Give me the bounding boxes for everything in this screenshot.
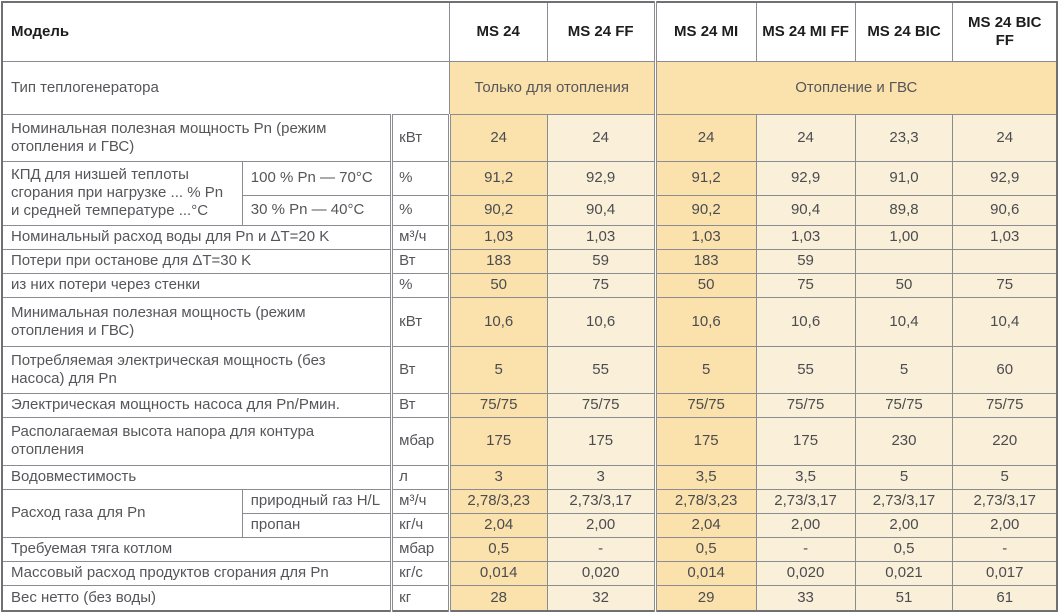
sub-param-label: 30 % Pn — 40°C — [242, 195, 391, 225]
value-cell: 5 — [449, 346, 547, 393]
param-label: Номинальная полезная мощность Pn (режим отопления и ГВС) — [2, 114, 392, 161]
param-label: Электрическая мощность насоса для Pn/Pмин. — [2, 393, 392, 417]
model-header-ms24: MS 24 — [449, 2, 547, 61]
value-cell: 10,6 — [449, 297, 547, 346]
table-row-type — [2, 61, 1057, 114]
value-cell: 2,73/3,17 — [855, 489, 953, 513]
value-cell: 90,2 — [655, 195, 756, 225]
value-cell: 55 — [756, 346, 855, 393]
type-heating-only: Только для отопления — [449, 61, 655, 114]
unit-label: кг/ч — [392, 513, 450, 537]
value-cell: 0,020 — [756, 561, 855, 585]
table-row — [2, 297, 1057, 346]
model-header-ms24miff: MS 24 MI FF — [756, 2, 855, 61]
value-cell: 5 — [953, 465, 1057, 489]
value-cell: 89,8 — [855, 195, 953, 225]
value-cell: 2,78/3,23 — [655, 489, 756, 513]
unit-label: м³/ч — [392, 489, 450, 513]
value-cell: 91,0 — [855, 161, 953, 195]
value-cell — [855, 249, 953, 273]
value-cell: 92,9 — [953, 161, 1057, 195]
value-cell: - — [756, 537, 855, 561]
value-cell: - — [547, 537, 655, 561]
value-cell — [953, 249, 1057, 273]
value-cell: 51 — [855, 585, 953, 611]
value-cell: 24 — [756, 114, 855, 161]
value-cell: 90,2 — [449, 195, 547, 225]
value-cell: 28 — [449, 585, 547, 611]
value-cell: 61 — [953, 585, 1057, 611]
param-label: Номинальный расход воды для Pn и ΔT=20 K — [2, 225, 392, 249]
type-heating-dhw: Отопление и ГВС — [655, 61, 1057, 114]
value-cell: 183 — [655, 249, 756, 273]
value-cell: 2,00 — [756, 513, 855, 537]
value-cell: 24 — [655, 114, 756, 161]
value-cell: 32 — [547, 585, 655, 611]
value-cell: 0,5 — [449, 537, 547, 561]
param-label: Располагаемая высота напора для контура отопления — [2, 417, 392, 465]
value-cell: 0,020 — [547, 561, 655, 585]
value-cell: 91,2 — [449, 161, 547, 195]
value-cell: 91,2 — [655, 161, 756, 195]
value-cell: 2,73/3,17 — [547, 489, 655, 513]
value-cell: 2,04 — [449, 513, 547, 537]
value-cell: 2,73/3,17 — [953, 489, 1057, 513]
value-cell: 24 — [547, 114, 655, 161]
value-cell: 50 — [449, 273, 547, 297]
value-cell: 10,4 — [953, 297, 1057, 346]
table-row — [2, 537, 1057, 561]
table-row — [2, 273, 1057, 297]
value-cell: 50 — [855, 273, 953, 297]
value-cell: 2,00 — [953, 513, 1057, 537]
value-cell: 175 — [756, 417, 855, 465]
sub-param-label: природный газ H/L — [242, 489, 391, 513]
value-cell: 5 — [855, 346, 953, 393]
param-label: Водовместимость — [2, 465, 392, 489]
value-cell: 3 — [547, 465, 655, 489]
unit-label: мбар — [392, 417, 450, 465]
value-cell: 75/75 — [953, 393, 1057, 417]
table-row — [2, 561, 1057, 585]
unit-label: Вт — [392, 249, 450, 273]
value-cell: 90,4 — [547, 195, 655, 225]
value-cell: 59 — [756, 249, 855, 273]
value-cell: 92,9 — [756, 161, 855, 195]
value-cell: 10,6 — [655, 297, 756, 346]
value-cell: 55 — [547, 346, 655, 393]
value-cell: 2,04 — [655, 513, 756, 537]
value-cell: 5 — [855, 465, 953, 489]
value-cell: 2,00 — [547, 513, 655, 537]
value-cell: 0,014 — [655, 561, 756, 585]
value-cell: 75/75 — [855, 393, 953, 417]
value-cell: 75/75 — [449, 393, 547, 417]
value-cell: 23,3 — [855, 114, 953, 161]
value-cell: 0,017 — [953, 561, 1057, 585]
value-cell: 175 — [449, 417, 547, 465]
model-header-ms24ff: MS 24 FF — [547, 2, 655, 61]
value-cell: 10,4 — [855, 297, 953, 346]
unit-label: м³/ч — [392, 225, 450, 249]
table-row — [2, 346, 1057, 393]
model-row-label: Модель — [2, 2, 449, 61]
value-cell: 2,00 — [855, 513, 953, 537]
value-cell: 1,03 — [547, 225, 655, 249]
unit-label: л — [392, 465, 450, 489]
table-row — [2, 249, 1057, 273]
table-row — [2, 114, 1057, 161]
table-row — [2, 161, 1057, 195]
value-cell: 0,014 — [449, 561, 547, 585]
param-label: Вес нетто (без воды) — [2, 585, 392, 611]
param-label: Тип теплогенератора — [2, 61, 449, 114]
value-cell: 50 — [655, 273, 756, 297]
value-cell: 1,03 — [756, 225, 855, 249]
value-cell: 2,73/3,17 — [756, 489, 855, 513]
value-cell: 1,03 — [449, 225, 547, 249]
value-cell: 2,78/3,23 — [449, 489, 547, 513]
unit-label: % — [392, 273, 450, 297]
table-row — [2, 225, 1057, 249]
unit-label: Вт — [392, 393, 450, 417]
table-row — [2, 393, 1057, 417]
value-cell: 3,5 — [756, 465, 855, 489]
value-cell: 0,5 — [655, 537, 756, 561]
value-cell: 75/75 — [547, 393, 655, 417]
value-cell: 0,5 — [855, 537, 953, 561]
sub-param-label: пропан — [242, 513, 391, 537]
unit-label: % — [392, 161, 450, 195]
unit-label: Вт — [392, 346, 450, 393]
value-cell: 75 — [547, 273, 655, 297]
value-cell: 10,6 — [756, 297, 855, 346]
model-header-ms24bic: MS 24 BIC — [855, 2, 953, 61]
value-cell: 59 — [547, 249, 655, 273]
value-cell: 1,00 — [855, 225, 953, 249]
value-cell: 3 — [449, 465, 547, 489]
value-cell: 175 — [655, 417, 756, 465]
value-cell: 183 — [449, 249, 547, 273]
value-cell: 230 — [855, 417, 953, 465]
table-row — [2, 417, 1057, 465]
unit-label: мбар — [392, 537, 450, 561]
unit-label: кВт — [392, 297, 450, 346]
param-label: Потребляемая электрическая мощность (без насоса) для Pn — [2, 346, 392, 393]
param-label: КПД для низшей теплоты сгорания при нагрузке ... % Pn и средней температуре ...°C — [2, 161, 242, 225]
model-header-ms24bicff: MS 24 BIC FF — [953, 2, 1057, 61]
unit-label: кВт — [392, 114, 450, 161]
value-cell: 60 — [953, 346, 1057, 393]
param-label: Расход газа для Pn — [2, 489, 242, 537]
unit-label: кг/с — [392, 561, 450, 585]
param-label: Потери при останове для ΔT=30 K — [2, 249, 392, 273]
table-row — [2, 489, 1057, 513]
unit-label: % — [392, 195, 450, 225]
value-cell: 10,6 — [547, 297, 655, 346]
value-cell: 5 — [655, 346, 756, 393]
value-cell: 75 — [756, 273, 855, 297]
value-cell: 92,9 — [547, 161, 655, 195]
table-row — [2, 585, 1057, 611]
value-cell: 1,03 — [655, 225, 756, 249]
value-cell: 29 — [655, 585, 756, 611]
unit-label: кг — [392, 585, 450, 611]
table-row — [2, 465, 1057, 489]
param-label: Минимальная полезная мощность (режим отопления и ГВС) — [2, 297, 392, 346]
boiler-spec-table — [1, 1, 1058, 612]
value-cell: 75 — [953, 273, 1057, 297]
value-cell: 220 — [953, 417, 1057, 465]
value-cell: 90,6 — [953, 195, 1057, 225]
param-label: из них потери через стенки — [2, 273, 392, 297]
value-cell: 75/75 — [756, 393, 855, 417]
param-label: Массовый расход продуктов сгорания для Pn — [2, 561, 392, 585]
model-header-ms24mi: MS 24 MI — [655, 2, 756, 61]
param-label: Требуемая тяга котлом — [2, 537, 392, 561]
value-cell: 75/75 — [655, 393, 756, 417]
value-cell: 175 — [547, 417, 655, 465]
value-cell: 24 — [449, 114, 547, 161]
value-cell: 0,021 — [855, 561, 953, 585]
sub-param-label: 100 % Pn — 70°C — [242, 161, 391, 195]
value-cell: 24 — [953, 114, 1057, 161]
value-cell: 33 — [756, 585, 855, 611]
value-cell: - — [953, 537, 1057, 561]
table-row-models — [2, 2, 1057, 61]
value-cell: 3,5 — [655, 465, 756, 489]
value-cell: 1,03 — [953, 225, 1057, 249]
value-cell: 90,4 — [756, 195, 855, 225]
